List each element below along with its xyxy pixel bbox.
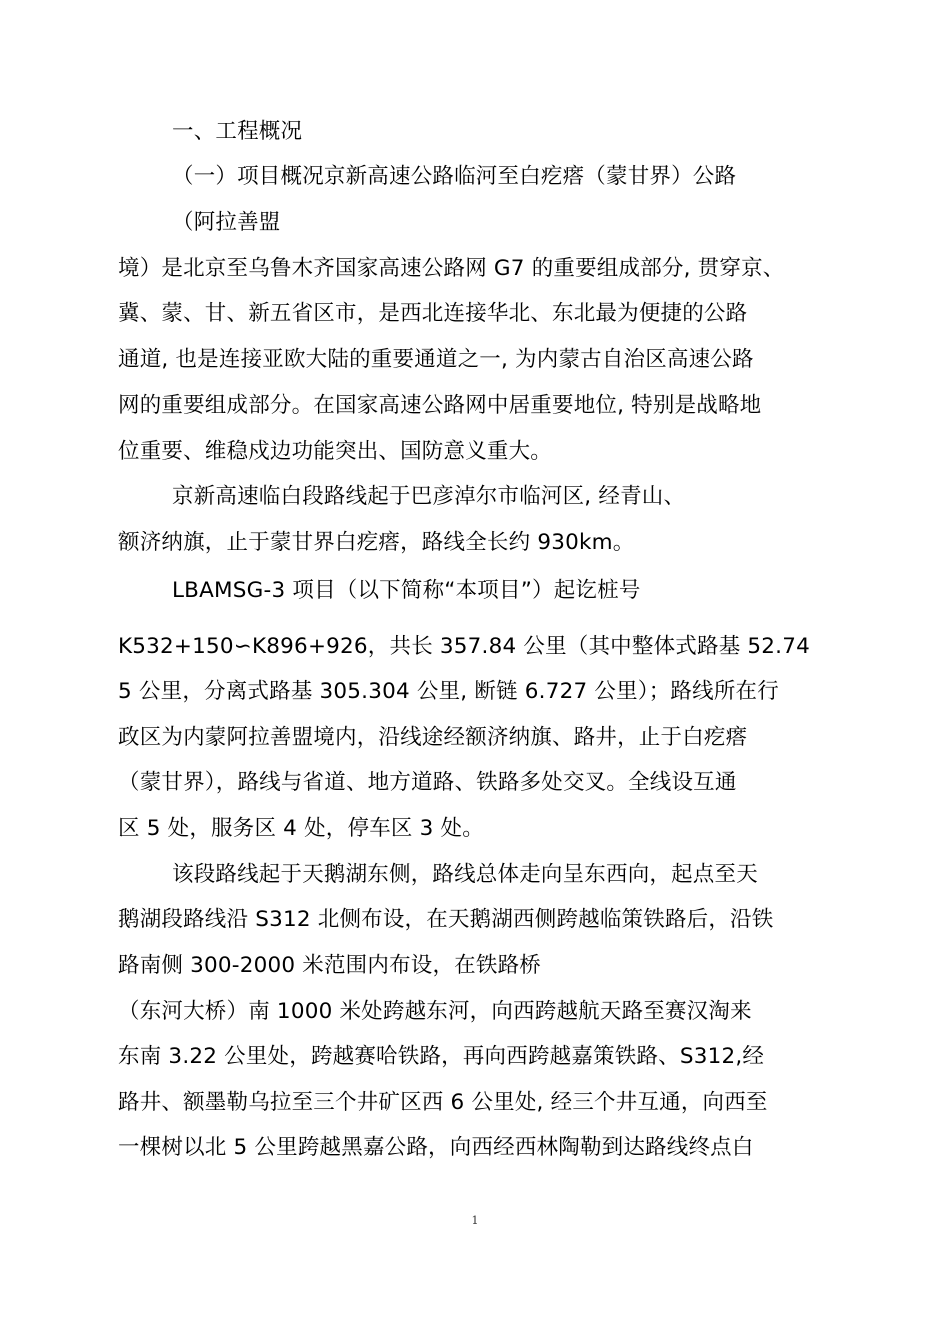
paragraph-line: 冀、蒙、甘、新五省区市，是西北连接华北、东北最为便捷的公路 (118, 301, 748, 326)
paragraph-line: 政区为内蒙阿拉善盟境内，沿线途经额济纳旗、路井，止于白疙瘩 (118, 725, 748, 750)
paragraph-line: 京新高速临白段路线起于巴彦淖尔市临河区, 经青山、 (172, 484, 686, 509)
paragraph-line: 路井、额墨勒乌拉至三个井矿区西 6 公里处, 经三个井互通，向西至 (118, 1090, 768, 1115)
paragraph-line: 通道, 也是连接亚欧大陆的重要通道之一, 为内蒙古自治区高速公路 (118, 347, 754, 372)
paragraph-line: 5 公里，分离式路基 305.304 公里, 断链 6.727 公里）；路线所在行 (118, 679, 779, 704)
section-heading: 一、工程概况 (172, 119, 303, 144)
paragraph-line: 一棵树以北 5 公里跨越黑嘉公路，向西经西林陶勒到达路线终点白 (118, 1135, 754, 1160)
paragraph-line: 位重要、维稳戍边功能突出、国防意义重大。 (118, 439, 553, 464)
paragraph-line: （东河大桥）南 1000 米处跨越东河，向西跨越航天路至赛汉淘来 (118, 999, 752, 1024)
paragraph-line: （一）项目概况京新高速公路临河至白疙瘩（蒙甘界）公路 (172, 164, 737, 189)
paragraph-line: K532+150∽K896+926，共长 357.84 公里（其中整体式路基 52.74 (118, 634, 810, 659)
page-number: 1 (471, 1214, 479, 1227)
paragraph-line: 鹅湖段路线沿 S312 北侧布设，在天鹅湖西侧跨越临策铁路后，沿铁 (118, 907, 774, 932)
paragraph-line: 网的重要组成部分。在国家高速公路网中居重要地位, 特别是战略地 (118, 393, 762, 418)
paragraph-line: 境）是北京至乌鲁木齐国家高速公路网 G7 的重要组成部分, 贯穿京、 (118, 256, 785, 281)
paragraph-line: 东南 3.22 公里处，跨越赛哈铁路，再向西跨越嘉策铁路、S312,经 (118, 1044, 765, 1069)
paragraph-line: LBAMSG-3 项目（以下简称“本项目”）起讫桩号 (172, 578, 641, 603)
paragraph-line: 路南侧 300-2000 米范围内布设，在铁路桥 (118, 953, 541, 978)
paragraph-line: 额济纳旗，止于蒙甘界白疙瘩，路线全长约 930km。 (118, 530, 635, 555)
paragraph-line: 区 5 处，服务区 4 处，停车区 3 处。 (118, 816, 484, 841)
paragraph-line: （蒙甘界），路线与省道、地方道路、铁路多处交叉。全线设互通 (118, 770, 737, 795)
paragraph-line: （阿拉善盟 (172, 210, 281, 235)
paragraph-line: 该段路线起于天鹅湖东侧，路线总体走向呈东西向，起点至天 (172, 862, 758, 887)
